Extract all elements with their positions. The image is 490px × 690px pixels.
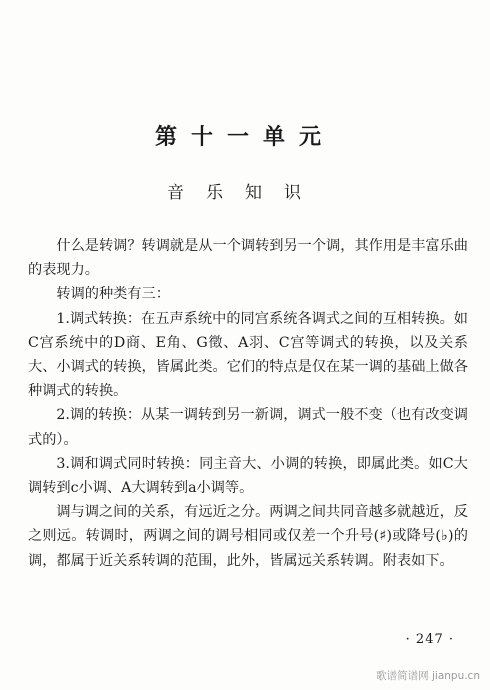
watermark-text: 歌谱简谱网 jianpu.cn [376, 670, 480, 682]
paragraph-types-heading: 转调的种类有三： [56, 286, 170, 303]
page-number: · 247 · [405, 632, 454, 647]
section-title: 音乐知识 [167, 183, 323, 203]
paragraph-key-relations: 调与调之间的关系，有远近之分。两调之间共同音越多就越近，反之则远。转调时，两调之间的调号相同或仅差一个升号(♯)或降号(♭)的调，都属于近关系转调的范围，此外，皆属远关系转调。附表如下。 [28, 504, 468, 569]
body-text [28, 234, 468, 573]
paragraph-intro: 什么是转调？转调就是从一个调转到另一个调，其作用是丰富乐曲的表现力。 [28, 238, 468, 279]
unit-title: 第十一单元 [154, 125, 335, 150]
paragraph-mode-change: 1.调式转换：在五声系统中的同宫系统各调式之间的互相转换。如C宫系统中的D商、E角、G徵、A羽、C宫等调式的转换，以及关系大、小调式的转换，皆属此类。它们的特点是仅在某一调的基础上做各种调式的转换。 [28, 310, 468, 400]
paragraph-key-change: 2.调的转换：从某一调转到另一新调，调式一般不变（也有改变调式的）。 [28, 407, 468, 448]
paragraph-both-change: 3.调和调式同时转换：同主音大、小调的转换，即属此类。如C大调转到c小调、A大调转到a小调等。 [28, 455, 468, 497]
